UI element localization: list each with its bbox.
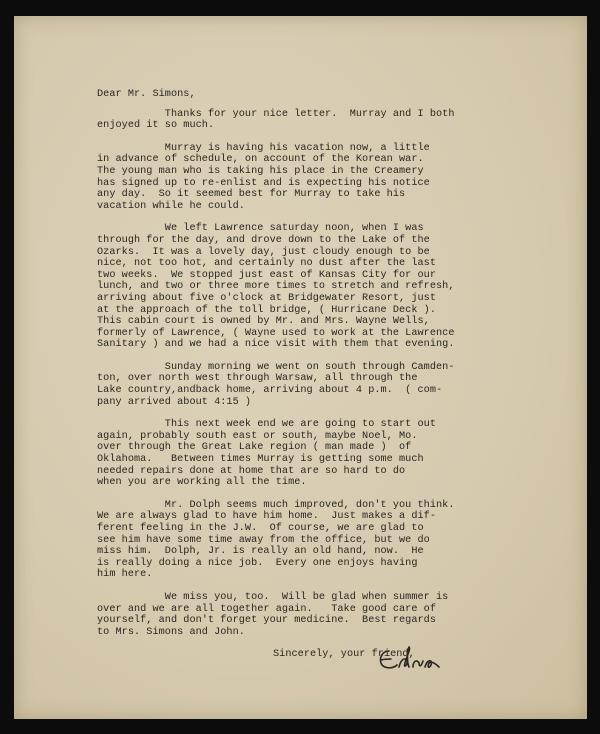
salutation: Dear Mr. Simons, bbox=[97, 89, 196, 100]
text-line: Oklahoma. Between times Murray is getting some much bbox=[97, 454, 424, 466]
text-line: when you are working all the time. bbox=[97, 477, 307, 489]
closing: Sincerely, your friend, bbox=[273, 649, 415, 661]
text-line: to Mrs. Simons and John. bbox=[97, 626, 245, 638]
text-line: This cabin court is owned by Mr. and Mrs. Wayne Wells, bbox=[97, 316, 430, 328]
paragraph bbox=[97, 500, 537, 581]
text-line: arriving about five o'clock at Bridgewater Resort, just bbox=[97, 292, 436, 304]
paragraph bbox=[97, 223, 537, 351]
text-line: him here. bbox=[97, 569, 153, 581]
text-line: formerly of Lawrence, ( Wayne used to work at the Lawrence bbox=[97, 327, 455, 339]
paragraph bbox=[97, 143, 537, 213]
text-line: miss him. Dolph, Jr. is really an old hand, now. He bbox=[97, 546, 424, 558]
paragraph bbox=[97, 419, 537, 489]
text-line: ton, over north west through Warsaw, all through the bbox=[97, 373, 418, 385]
text-line: We are always glad to have him home. Just makes a dif- bbox=[97, 511, 436, 523]
paragraph bbox=[97, 109, 537, 132]
text-line: yourself, and don't forget your medicine. Best regards bbox=[97, 615, 436, 627]
text-line: ferent feeling in the J.W. Of course, we are glad to bbox=[97, 523, 424, 534]
text-line: over through the Great Lake region ( man made ) of bbox=[97, 442, 412, 454]
letter-body bbox=[97, 80, 537, 661]
text-line: see him have some time away from the office, but we do bbox=[97, 534, 430, 546]
text-line: has signed up to re-enlist and is expecting his notice bbox=[97, 177, 430, 189]
text-line: at the approach of the toll bridge, ( Hurricane Deck ). bbox=[97, 304, 436, 316]
text-line: Murray is having his vacation now, a little bbox=[97, 142, 430, 154]
text-line: is really doing a nice job. Every one enjoys having bbox=[97, 557, 418, 569]
text-line: nice, not too hot, and certainly no dust after the last bbox=[97, 258, 436, 270]
text-line: The young man who is taking his place in the Creamery bbox=[97, 165, 424, 177]
text-line: again, probably south east or south, maybe Noel, Mo. bbox=[97, 430, 418, 442]
text-line: over and we are all together again. Take good care of bbox=[97, 603, 436, 615]
text-line: We miss you, too. Will be glad when summer is bbox=[97, 591, 449, 603]
text-line: Sanitary ) and we had a nice visit with them that evening. bbox=[97, 339, 455, 351]
text-line: lunch, and two or three more times to stretch and refresh, bbox=[97, 281, 455, 293]
text-line: needed repairs done at home that are so hard to do bbox=[97, 465, 406, 477]
text-line: in advance of schedule, on account of the Korean war. bbox=[97, 154, 424, 166]
text-line: any day. So it seemed best for Murray to take his bbox=[97, 189, 406, 201]
text-line: This next week end we are going to start out bbox=[97, 419, 436, 431]
signature bbox=[375, 645, 455, 675]
paragraph-container bbox=[97, 109, 537, 639]
text-line: Lake country,andback home, arriving about 4 p.m. ( com- bbox=[97, 385, 443, 397]
text-line: Sunday morning we went on south through Camden- bbox=[97, 361, 455, 373]
paragraph bbox=[97, 362, 537, 408]
text-line: We left Lawrence saturday noon, when I was bbox=[97, 223, 424, 235]
text-line: Thanks for your nice letter. Murray and I both bbox=[97, 108, 455, 120]
text-line: vacation while he could. bbox=[97, 200, 245, 212]
text-line: through for the day, and drove down to the Lake of the bbox=[97, 234, 430, 246]
paragraph bbox=[97, 592, 537, 638]
text-line: Ozarks. It was a lovely day, just cloudy enough to be bbox=[97, 246, 430, 258]
text-line: two weeks. We stopped just east of Kansas City for our bbox=[97, 269, 436, 281]
text-line: Mr. Dolph seems much improved, don't you think. bbox=[97, 499, 455, 511]
text-line: pany arrived about 4:15 ) bbox=[97, 396, 252, 408]
text-line: enjoyed it so much. bbox=[97, 120, 215, 132]
